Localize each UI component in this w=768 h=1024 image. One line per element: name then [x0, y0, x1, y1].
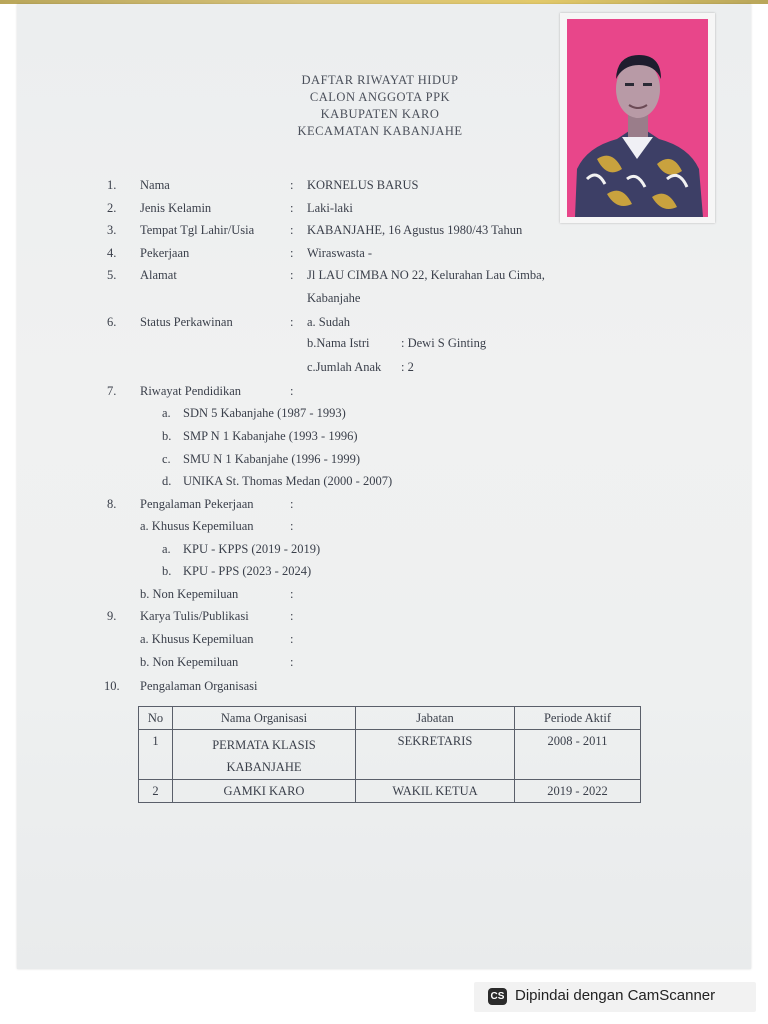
subheading-label: a. Khusus Kepemiluan [140, 632, 254, 646]
field-label: Riwayat Pendidikan [140, 384, 242, 398]
item-text: SDN 5 Kabanjahe (1987 - 1993) [183, 406, 346, 420]
org-name-line: PERMATA KLASIS [212, 738, 316, 752]
field-colon: : [290, 384, 294, 398]
photo-portrait [567, 19, 708, 217]
table-cell-role: SEKRETARIS [356, 730, 515, 780]
title-line-2: CALON ANGGOTA PPK [309, 90, 451, 104]
field-label: Karya Tulis/Publikasi [140, 609, 249, 623]
wife-label: b.Nama Istri [307, 336, 370, 350]
subheading-label: b. Non Kepemiluan [140, 587, 239, 601]
organization-table [138, 706, 641, 803]
table-cell-role: WAKIL KETUA [356, 780, 515, 803]
camscanner-watermark [474, 982, 756, 1012]
table-row [139, 730, 641, 780]
field-value: KABANJAHE, 16 Agustus 1980/43 Tahun [307, 223, 523, 237]
column-header: No [139, 707, 173, 730]
field-value-continued: Kabanjahe [307, 291, 361, 305]
table-cell-period: 2008 - 2011 [515, 730, 641, 780]
table-header-row [139, 707, 641, 730]
table-cell-period: 2019 - 2022 [515, 780, 641, 803]
item-letter: a. [162, 542, 171, 556]
column-header: Jabatan [356, 707, 515, 730]
item-text: UNIKA St. Thomas Medan (2000 - 2007) [183, 474, 393, 488]
field-number: 8. [107, 497, 117, 511]
field-colon: : [290, 223, 294, 237]
item-letter: d. [162, 474, 172, 488]
field-colon: : [290, 655, 294, 669]
children-label: c.Jumlah Anak [307, 360, 382, 374]
field-label: Alamat [140, 268, 177, 282]
field-colon: : [290, 246, 294, 260]
field-value: a. Sudah [307, 315, 351, 329]
item-letter: b. [162, 564, 172, 578]
camscanner-text: Dipindai dengan CamScanner [515, 987, 716, 1004]
field-colon: : [290, 315, 294, 329]
column-header: Nama Organisasi [173, 707, 356, 730]
field-value: Laki-laki [307, 201, 353, 215]
field-value: KORNELUS BARUS [307, 178, 419, 192]
field-colon: : [290, 609, 294, 623]
passport-photo [560, 13, 715, 223]
field-colon: : [290, 268, 294, 282]
field-value: Wiraswasta - [307, 246, 373, 260]
camscanner-logo-icon: CS [488, 988, 507, 1005]
item-text: SMU N 1 Kabanjahe (1996 - 1999) [183, 452, 361, 466]
field-colon: : [290, 178, 294, 192]
field-number: 5. [107, 268, 117, 282]
table-cell-no: 1 [139, 730, 173, 780]
field-label: Nama [140, 178, 170, 192]
subheading-label: b. Non Kepemiluan [140, 655, 239, 669]
item-text: KPU - KPPS (2019 - 2019) [183, 542, 321, 556]
table-row [139, 780, 641, 803]
subheading-label: a. Khusus Kepemiluan [140, 519, 254, 533]
field-number: 10. [104, 679, 120, 693]
field-number: 1. [107, 178, 117, 192]
field-colon: : [290, 587, 294, 601]
children-value: : 2 [401, 360, 414, 374]
title-line-1: DAFTAR RIWAYAT HIDUP [301, 73, 459, 87]
title-line-4: KECAMATAN KABANJAHE [297, 124, 463, 138]
field-value: Jl LAU CIMBA NO 22, Kelurahan Lau Cimba, [307, 268, 545, 282]
field-label: Pekerjaan [140, 246, 190, 260]
item-letter: a. [162, 406, 171, 420]
field-colon: : [290, 519, 294, 533]
field-number: 2. [107, 201, 117, 215]
title-line-3: KABUPATEN KARO [320, 107, 440, 121]
field-colon: : [290, 201, 294, 215]
table-cell-name: GAMKI KARO [173, 780, 356, 803]
field-number: 7. [107, 384, 117, 398]
wife-value: : Dewi S Ginting [401, 336, 487, 350]
field-number: 3. [107, 223, 117, 237]
table-cell-name [173, 730, 356, 780]
item-letter: b. [162, 429, 172, 443]
column-header: Periode Aktif [515, 707, 641, 730]
field-colon: : [290, 497, 294, 511]
field-label: Pengalaman Organisasi [140, 679, 258, 693]
item-text: SMP N 1 Kabanjahe (1993 - 1996) [183, 429, 358, 443]
table-cell-no: 2 [139, 780, 173, 803]
field-number: 6. [107, 315, 117, 329]
item-letter: c. [162, 452, 171, 466]
person-figure [567, 19, 708, 217]
field-number: 4. [107, 246, 117, 260]
item-text: KPU - PPS (2023 - 2024) [183, 564, 312, 578]
document-title [270, 72, 490, 140]
field-label: Tempat Tgl Lahir/Usia [140, 223, 255, 237]
field-colon: : [290, 632, 294, 646]
field-label: Pengalaman Pekerjaan [140, 497, 254, 511]
field-label: Jenis Kelamin [140, 201, 212, 215]
field-number: 9. [107, 609, 117, 623]
org-name-line: KABANJAHE [226, 760, 302, 774]
field-label: Status Perkawinan [140, 315, 233, 329]
